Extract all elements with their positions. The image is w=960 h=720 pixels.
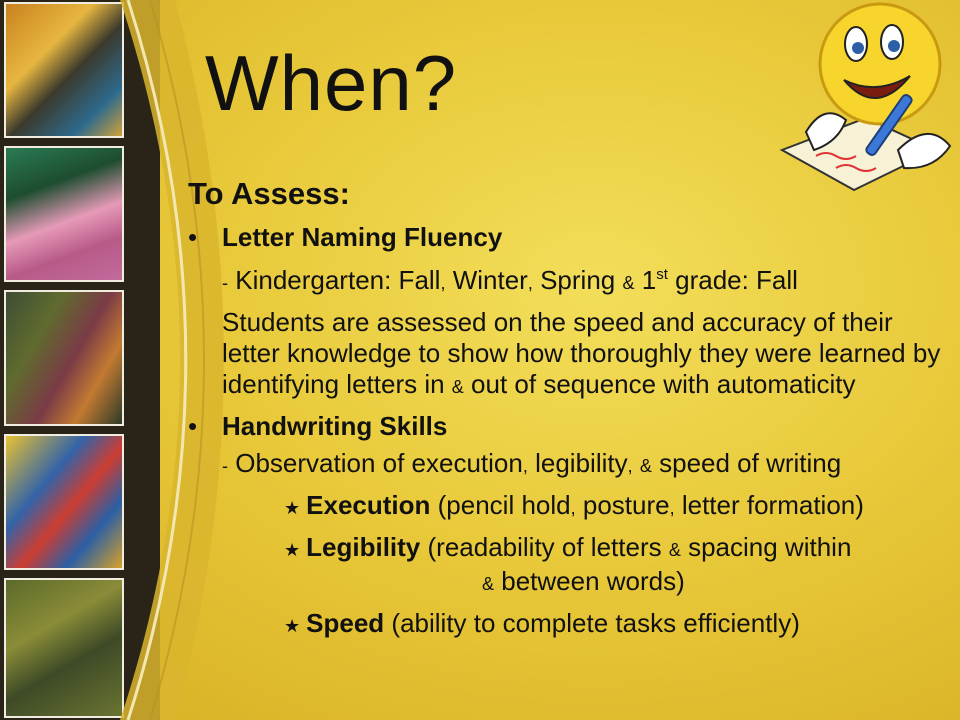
slide-content bbox=[188, 176, 948, 650]
star-icon: ★ bbox=[284, 498, 301, 518]
content-heading: To Assess: bbox=[188, 176, 350, 211]
legibility-item: ★ Legibility (readability of letters & spacing within & between words) bbox=[284, 532, 852, 596]
schedule-line: - Kindergarten: Fall, Winter, Spring & 1st grade: Fall bbox=[222, 265, 798, 295]
star-icon: ★ bbox=[284, 616, 301, 636]
smiley-writing-icon bbox=[776, 0, 960, 196]
star-icon: ★ bbox=[284, 540, 301, 560]
bullet-letter-naming-fluency: • Letter Naming Fluency bbox=[188, 222, 503, 252]
speed-item: ★ Speed (ability to complete tasks efficiently) bbox=[284, 608, 800, 638]
bullet-handwriting-skills: • Handwriting Skills bbox=[188, 411, 448, 441]
execution-item: ★ Execution (pencil hold, posture, letter formation) bbox=[284, 490, 864, 520]
observation-line: - Observation of execution, legibility, & speed of writing bbox=[222, 448, 842, 478]
fluency-description: Students are assessed on the speed and accuracy of their letter knowledge to show how thoroughly they were learned by identifying letters in & out of sequence with automaticity bbox=[222, 307, 941, 399]
slide-title: When? bbox=[205, 39, 458, 127]
bullet-dot: • bbox=[188, 411, 198, 441]
bullet-dot: • bbox=[188, 222, 198, 252]
